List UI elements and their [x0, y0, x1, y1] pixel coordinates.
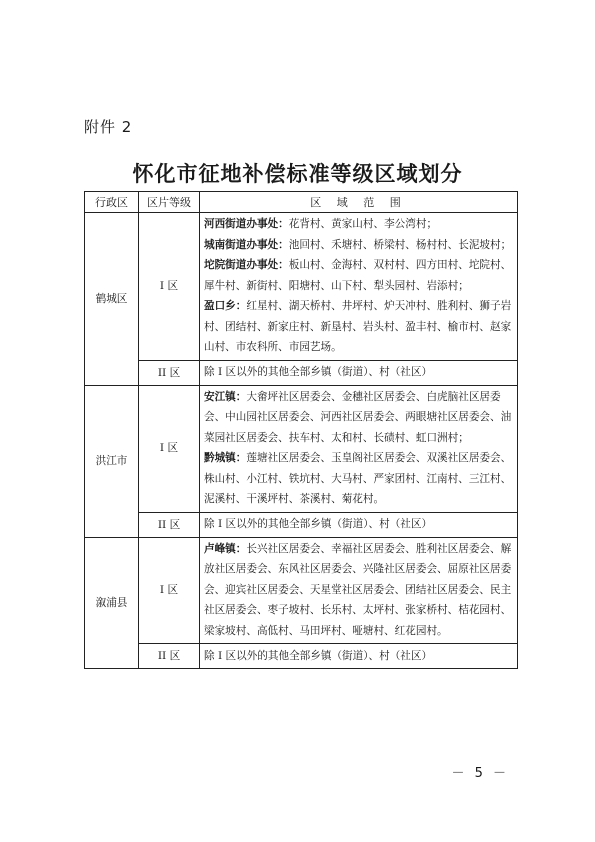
town-name: 坨院街道办事处：: [204, 259, 289, 271]
attachment-label: 附件 2: [84, 118, 133, 136]
village-list: 池回村、禾塘村、桥梁村、杨村村、长泥坡村；: [288, 238, 512, 251]
level-label: II 区: [139, 360, 200, 385]
scope-cell: [200, 385, 518, 512]
scope-entry: [204, 296, 513, 358]
table-row: [85, 385, 518, 512]
town-name: 城南街道办事处：: [204, 238, 289, 251]
town-name: 卢峰镇：: [204, 542, 247, 555]
scope-entry: [204, 387, 513, 449]
level-label: I 区: [139, 213, 200, 361]
level-label: I 区: [139, 537, 200, 644]
village-list: 长兴社区居委会、幸福社区居委会、胜利社区居委会、解放社区居委会、东风社区居委会、兴隆社区居委会、屈原社区居委会、迎宾社区居委会、天星堂社区居委会、团结社区居委会、民主社区居委会、枣子坡村、长乐村、太坪村、张家桥村、桔花园村、梁家坡村、高低村、马田坪村、哑塘村、红花园村。: [204, 542, 512, 637]
region-name: 洪江市: [85, 385, 139, 537]
header-region: 行政区: [85, 192, 139, 213]
header-scope: 区 域 范 围: [200, 192, 518, 213]
table-row: [85, 360, 518, 385]
village-list: 大畲坪社区居委会、金穗社区居委会、白虎脑社区居委会、中山园社区居委会、河西社区居委会、两眼塘社区居委会、油菜园社区居委会、扶车村、太和村、长碛村、虹口洲村；: [204, 390, 512, 444]
town-name: 黔城镇：: [204, 452, 247, 464]
region-name: 溆浦县: [85, 537, 139, 669]
scope-cell: 除 I 区以外的其他全部乡镇（街道）、村（社区）: [200, 644, 518, 669]
scope-cell: [200, 537, 518, 644]
document-title: 怀化市征地补偿标准等级区域划分: [132, 162, 463, 186]
village-list: 板山村、金海村、双村村、四方田村、坨院村、犀牛村、新街村、阳塘村、山下村、犁头园村、岩添村；: [204, 259, 512, 292]
zoning-table: [84, 191, 518, 669]
header-level: 区片等级: [139, 192, 200, 213]
scope-entry: [204, 448, 513, 510]
town-name: 安江镇：: [204, 390, 247, 403]
scope-entry: [204, 255, 513, 296]
table-row: [85, 512, 518, 537]
town-name: 河西街道办事处：: [204, 218, 289, 230]
table-row: [85, 644, 518, 669]
scope-cell: 除 I 区以外的其他全部乡镇（街道）、村（社区）: [200, 512, 518, 537]
scope-entry: [204, 214, 513, 235]
scope-entry: [204, 539, 513, 642]
table-row: [85, 213, 518, 361]
scope-cell: [200, 213, 518, 361]
village-list: 红星村、湖天桥村、井坪村、炉天冲村、胜利村、狮子岩村、团结村、新家庄村、新垦村、岩头村、盈丰村、榆市村、赵家山村、市农科所、市园艺场。: [204, 300, 512, 353]
town-name: 盈口乡：: [204, 300, 247, 312]
table-header-row: [85, 192, 518, 213]
level-label: II 区: [139, 512, 200, 537]
village-list: 莲塘社区居委会、玉皇阁社区居委会、双溪社区居委会、株山村、小江村、铁坑村、大马村、严家团村、江南村、三江村、泥溪村、干溪坪村、茶溪村、菊花村。: [204, 452, 512, 505]
region-name: 鹤城区: [85, 213, 139, 386]
village-list: 花背村、黄家山村、李公湾村；: [288, 218, 438, 230]
level-label: II 区: [139, 644, 200, 669]
scope-cell: 除 I 区以外的其他全部乡镇（街道）、村（社区）: [200, 360, 518, 385]
scope-entry: [204, 235, 513, 256]
table-row: [85, 537, 518, 644]
page-number: － 5 －: [451, 766, 509, 781]
level-label: I 区: [139, 385, 200, 512]
